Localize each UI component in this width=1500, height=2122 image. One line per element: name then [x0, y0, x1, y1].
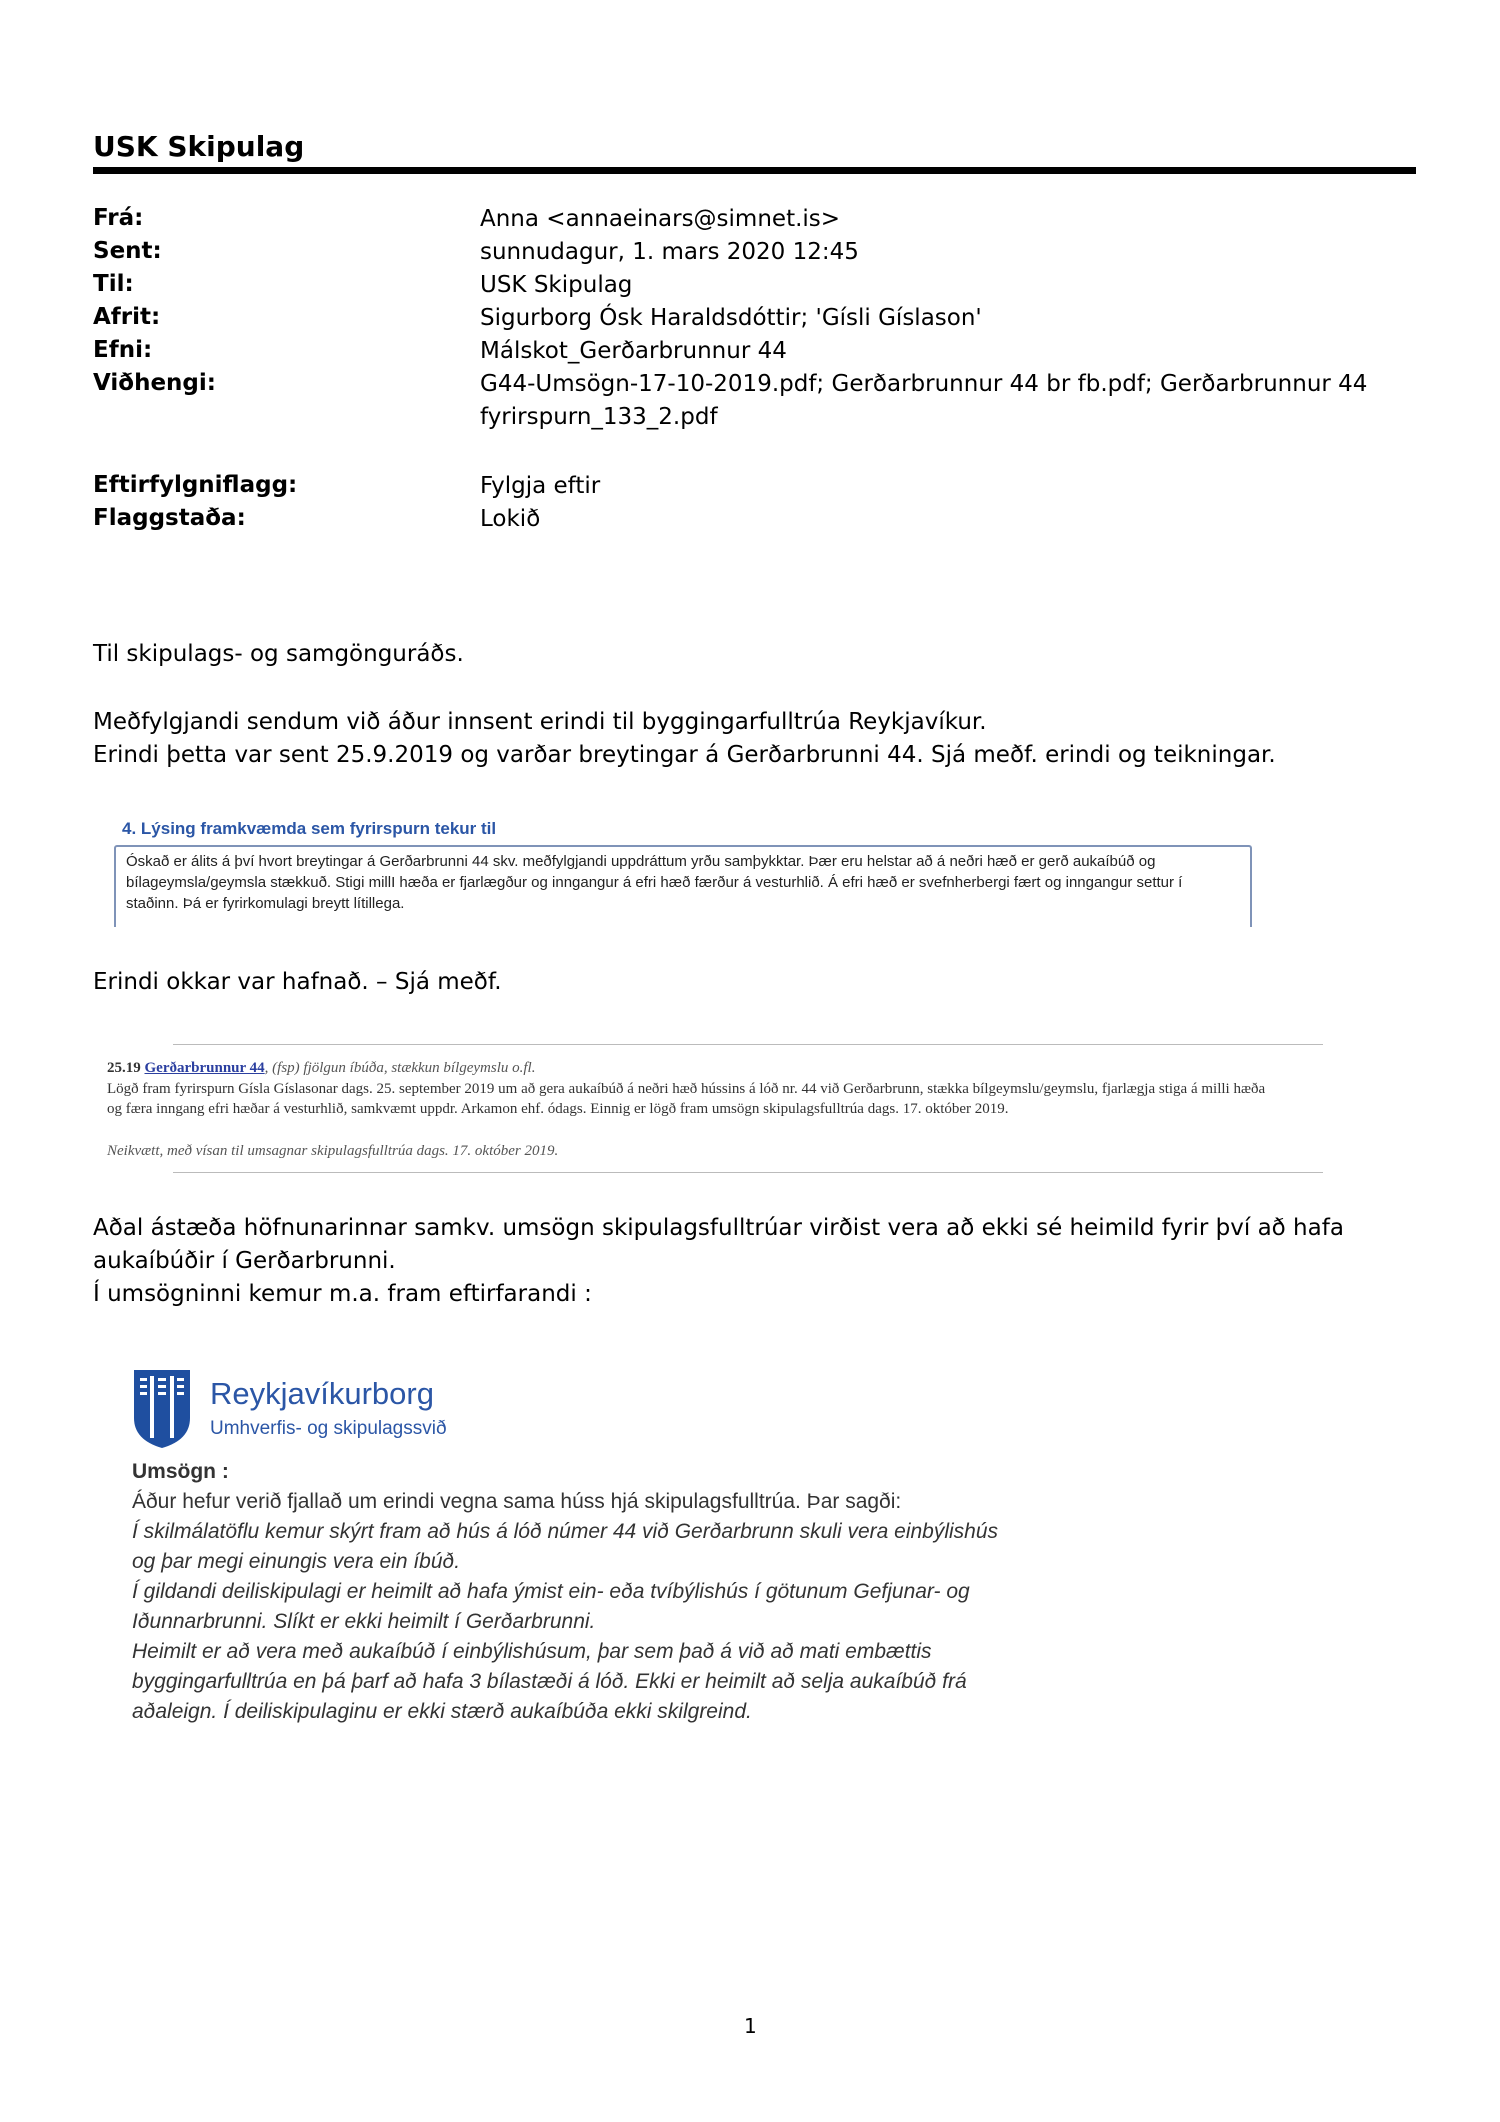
minutes-item-line — [107, 1058, 1407, 1078]
title-rule — [93, 167, 1416, 174]
umsogn-line-5: Iðunnarbrunni. Slíkt er ekki heimilt í Gerðarbrunni. — [132, 1610, 596, 1633]
umsogn-line-6: Heimilt er að vera með aukaíbúð í einbýlishúsum, þar sem það á við að mati embættis — [132, 1640, 932, 1663]
subject-label: Efni: — [93, 337, 153, 363]
body-paragraph-3-line-1: Aðal ástæða höfnunarinnar samkv. umsögn skipulagsfulltrúar virðist vera að ekki sé heimild fyrir því að hafa — [93, 1215, 1344, 1241]
flagstatus-value: Lokið — [480, 506, 541, 532]
umsogn-line-1: Áður hefur verið fjallað um erindi vegna sama húss hjá skipulagsfulltrúa. Þar sagði: — [132, 1490, 902, 1513]
form-excerpt-image — [110, 816, 1252, 926]
minutes-bottom-rule — [173, 1172, 1323, 1173]
umsogn-heading: Umsögn : — [132, 1460, 229, 1483]
flagstatus-label: Flaggstaða: — [93, 505, 246, 531]
to-label: Til: — [93, 271, 134, 297]
body-paragraph-1-line-2: Erindi þetta var sent 25.9.2019 og varðar breytingar á Gerðarbrunni 44. Sjá meðf. erindi og teikningar. — [93, 742, 1276, 768]
minutes-line-2: og færa inngang efri hæðar á vesturhlið, samkvæmt uppdr. Arkamon ehf. ódags. Einnig er lögð fram umsögn skipulagsfulltrúa dags. 17. október 2019. — [107, 1101, 1009, 1117]
to-value: USK Skipulag — [480, 272, 633, 298]
form-excerpt-text: Óskað er álits á því hvort breytingar á Gerðarbrunni 44 skv. meðfylgjandi uppdráttum yrðu samþykktar. Þær eru helstar að á neðri hæð er gerð aukaíbúð og bílageymsla/geymsla stækkuð. Stigi millI hæða er fjarlægður og inngangur á efri hæð færður á vesturhlið. Á efri hæð er svefnherbergi fært og inngangur settur í staðinn. Þá er fyrirkomulagi breytt lítillega. — [126, 853, 1183, 912]
umsogn-line-4: Í gildandi deiliskipulagi er heimilt að hafa ýmist ein- eða tvíbýlishús í götunum Gefjunar- og — [132, 1580, 970, 1603]
minutes-item-desc: , (fsp) fjölgun íbúða, stækkun bílgeymslu o.fl. — [264, 1060, 536, 1076]
body-paragraph-3-line-3: Í umsögninni kemur m.a. fram eftirfarandi : — [93, 1281, 592, 1307]
reykjavik-org-name: Reykjavíkurborg — [210, 1376, 434, 1411]
minutes-item-link[interactable]: Gerðarbrunnur 44 — [144, 1060, 265, 1076]
cc-value: Sigurborg Ósk Haraldsdóttir; 'Gísli Gíslason' — [480, 305, 982, 331]
reykjavik-logo-icon — [132, 1368, 192, 1450]
minutes-top-rule — [173, 1044, 1323, 1045]
body-paragraph-1-line-1: Meðfylgjandi sendum við áður innsent erindi til byggingarfulltrúa Reykjavíkur. — [93, 709, 987, 735]
umsogn-line-7: byggingarfulltrúa en þá þarf að hafa 3 bílastæði á lóð. Ekki er heimilt að selja aukaíbúð frá — [132, 1670, 967, 1693]
reykjavik-org-subtitle: Umhverfis- og skipulagssvið — [210, 1418, 447, 1439]
minutes-excerpt-image — [103, 1040, 1413, 1175]
document-title: USK Skipulag — [93, 130, 305, 163]
from-label: Frá: — [93, 205, 144, 231]
attachments-label: Viðhengi: — [93, 370, 216, 396]
followup-label: Eftirfylgniflagg: — [93, 472, 298, 498]
umsogn-line-3: og þar megi einungis vera ein íbúð. — [132, 1550, 461, 1573]
minutes-line-1: Lögð fram fyrirspurn Gísla Gíslasonar dags. 25. september 2019 um að gera aukaíbúð á neðri hæð hússins á lóð nr. 44 við Gerðarbrunn, stækka bílgeymslu/geymslu, fjarlægja stiga á milli hæða — [107, 1081, 1266, 1097]
from-value: Anna <annaeinars@simnet.is> — [480, 206, 841, 232]
reykjavik-excerpt-image — [128, 1358, 1108, 1738]
subject-value: Málskot_Gerðarbrunnur 44 — [480, 338, 787, 364]
attachments-value[interactable]: G44-Umsögn-17-10-2019.pdf; Gerðarbrunnur 44 br fb.pdf; Gerðarbrunnur 44 fyrirspurn_133_2.pdf — [480, 371, 1368, 430]
sent-label: Sent: — [93, 238, 162, 264]
minutes-item-number: 25.19 — [107, 1060, 141, 1076]
umsogn-line-2: Í skilmálatöflu kemur skýrt fram að hús á lóð númer 44 við Gerðarbrunn skuli vera einbýlishús — [132, 1520, 999, 1543]
body-paragraph-3-line-2: aukaíbúðir í Gerðarbrunni. — [93, 1248, 396, 1274]
form-excerpt-frame — [114, 845, 1252, 927]
followup-value: Fylgja eftir — [480, 473, 601, 499]
page-number: 1 — [744, 2014, 757, 2038]
form-excerpt-title: 4. Lýsing framkvæmda sem fyrirspurn tekur til — [122, 819, 497, 838]
minutes-decision: Neikvætt, með vísan til umsagnar skipulagsfulltrúa dags. 17. október 2019. — [107, 1143, 559, 1159]
cc-label: Afrit: — [93, 304, 161, 330]
greeting: Til skipulags- og samgönguráðs. — [93, 641, 464, 667]
sent-value: sunnudagur, 1. mars 2020 12:45 — [480, 239, 859, 265]
body-paragraph-2: Erindi okkar var hafnað. – Sjá meðf. — [93, 969, 502, 995]
umsogn-line-8: aðaleign. Í deiliskipulaginu er ekki stærð aukaíbúða ekki skilgreind. — [132, 1700, 752, 1723]
